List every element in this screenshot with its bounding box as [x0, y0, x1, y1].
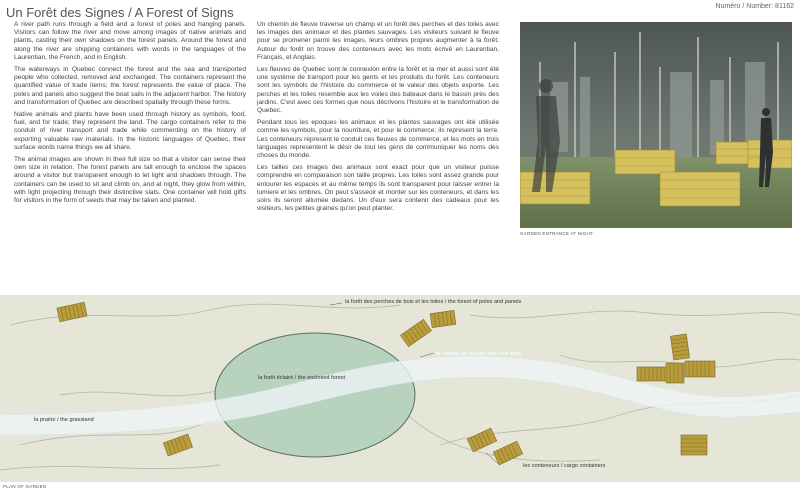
containers-label: les conteneurs / cargo containers — [523, 463, 606, 469]
garden-night-render — [520, 22, 792, 228]
grassland-label: la prairie / the grassland — [34, 417, 94, 423]
container — [637, 367, 665, 381]
container — [163, 434, 192, 456]
paragraph: Native animals and plants have been used through history as symbols, food, fuel, and for trade; they represent the land. The cargo containers refer to the conduit of river transport and trade while commenting on the history of exporting valuable raw materials. In the historic languages of Quebec, their surface words name things we all share. — [14, 111, 246, 151]
container — [401, 319, 432, 347]
forest-label: la forêt des perches de bois et les toiles / the forest of poles and panels — [345, 299, 522, 305]
paragraph: A river path runs through a field and a forest of poles and hanging panels. Visitors can follow the river and move among images of native animals and plants, casting their own shadows on the forest panels. Around the forest and along the river are shipping containers with words in the languages of the Laurentian, the French, and in English. — [14, 21, 246, 61]
paragraph: The waterways in Quebec connect the forest and the sea and transported people who collected, removed and exchanged. The containers represent the quantified value of trade items; the forest represents the value of place. The poles and panels also suggest the boat sails in the adjacent harbor. The history and transformation of Quebec are described spatially through these forms. — [14, 66, 246, 106]
container — [493, 441, 522, 465]
container — [681, 435, 707, 455]
photo-caption: GARDEN ENTRANCE AT NIGHT — [520, 231, 594, 236]
container — [57, 302, 87, 322]
paragraph: Les fleuves de Quebec sont le connexion entre la forêt et la mer et aussi sont été une système de transport pour les gents et les produits du forêt. Les conteneurs sont les symbols de l'histoire du commerce et le valeur des objets exporte. Les perches et les toiles resemble aux les voiles des bateaux dans le bassin près des jardins. C'est avec ces formes que nous décrivons l'histoire et le transformation de Quebec. — [257, 66, 499, 115]
paragraph: Un chemin de fleuve traverse un champ et un forêt des perches et des toiles avec les images des animaux et des plantes sauvages. Les visiteurs suivant le fleuve pour se promener parmi les images, leurs ombres propres augmenter à la forêt. Autour du forêt on trouve des conteneurs avec les mots écrivé en Laurentian, Français, et Anglais. — [257, 21, 499, 61]
render-illustration — [520, 22, 792, 228]
french-text-column — [257, 21, 499, 217]
garden-plan — [0, 295, 800, 482]
container — [666, 363, 684, 383]
page-title: Un Forêt des Signes / A Forest of Signs — [6, 5, 234, 20]
river-label: le chemin de fleuve / the river path — [436, 351, 522, 357]
document-number: Numéro / Number: 81162 — [715, 3, 794, 10]
english-text-column — [14, 21, 246, 209]
enclosed-forest-label: la forêt éclairé / the enclosed forest — [258, 375, 346, 381]
plan-caption: PLAN OF GARDEN — [3, 484, 47, 489]
paragraph: The animal images are shown in their full size so that a visitor can sense their own size in relation. The forest panels are tall enough to enclose the spaces around a visitor but transparent enough to let light and shadows through. The containers can be used to sit and climb on, and at night, they glow from within, with light projecting through their distinctive slats. One container will hold gifts for visitors in the form of seeds that may be taken and planted. — [14, 156, 246, 205]
container — [685, 361, 715, 377]
paragraph: Pendant tous les epoques les animaux et les plantes sauvages ont été utilisée comme les symbols, pour la nourriture, et pour le commerce; ils represent la terre. Les conteneurs represent le conduit ces fleuves de commerce, et les mots en trois languages representent le désir de tout les gens de communiquer les noms des choses du monde. — [257, 119, 499, 160]
container — [430, 310, 456, 327]
plan-drawing — [0, 295, 800, 482]
container — [670, 334, 689, 360]
container — [467, 428, 496, 452]
paragraph: Les tailles ces images des animaux sont exact pour que un visiteur puisse comprendre en comparaison son taille propres. Les toiles sont assez grande pour entourer les espaces et au même temps ils sont transparent pour laisser entrer la lumiere et les ombres. On peut s'asseoir et monter sur les conteneurs, et dans les soirs ils seront allumée dedans. Un d'eux sera contenir des cadeaux pour les visiteurs, les petites graines qu'on peut planter. — [257, 164, 499, 213]
